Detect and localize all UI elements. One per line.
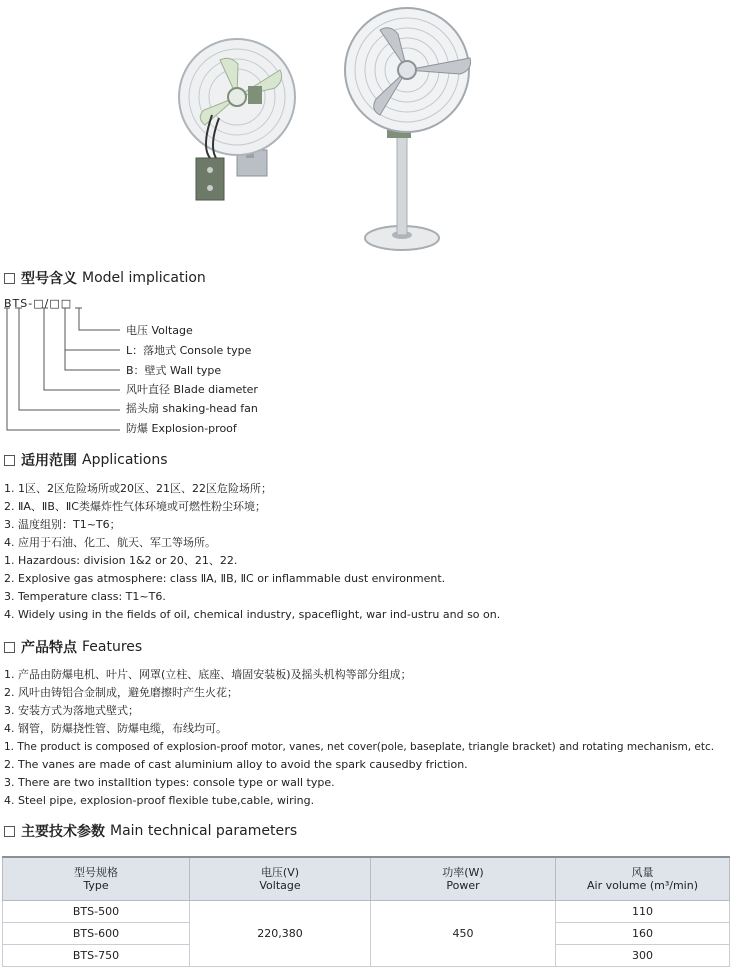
checkbox-square-icon bbox=[4, 642, 15, 653]
section-technical-parameters bbox=[4, 821, 297, 841]
cell-type: BTS-500 bbox=[3, 901, 190, 923]
application-item: 2. ⅡA、ⅡB、ⅡC类爆炸性气体环境或可燃性粉尘环境； bbox=[4, 500, 266, 513]
cell-air-volume: 300 bbox=[556, 945, 730, 967]
header-en: Voltage bbox=[259, 879, 301, 892]
header-type bbox=[3, 857, 190, 901]
wall-fan-image bbox=[179, 39, 295, 200]
model-label-explosion-proof: 防爆 Explosion-proof bbox=[126, 422, 237, 435]
cell-type: BTS-750 bbox=[3, 945, 190, 967]
section-title-en: Main technical parameters bbox=[110, 823, 298, 839]
header-zh: 功率(W) bbox=[442, 866, 484, 879]
model-label-wall-type: B：壁式 Wall type bbox=[126, 364, 222, 377]
model-label-voltage: 电压 Voltage bbox=[126, 324, 193, 337]
cell-power: 450 bbox=[371, 901, 556, 967]
header-voltage bbox=[190, 857, 371, 901]
section-title-zh: 产品特点 bbox=[21, 640, 77, 656]
header-power bbox=[371, 857, 556, 901]
header-en: Type bbox=[83, 879, 109, 892]
application-item: 4. Widely using in the fields of oil, chemical industry, spaceflight, war ind-ustru and so on. bbox=[4, 608, 501, 621]
section-applications bbox=[4, 450, 168, 470]
checkbox-square-icon bbox=[4, 455, 15, 466]
model-label-shaking-head: 摇头扇 shaking-head fan bbox=[126, 402, 258, 415]
section-title-zh: 主要技术参数 bbox=[21, 824, 105, 840]
floor-fan-image bbox=[345, 8, 471, 250]
feature-item: 3. 安装方式为落地式壁式； bbox=[4, 704, 139, 717]
model-label-blade-diameter: 风叶直径 Blade diameter bbox=[126, 383, 258, 396]
feature-item: 2. 风叶由铸铝合金制成，避免磨擦时产生火花； bbox=[4, 686, 238, 699]
cell-voltage: 220,380 bbox=[190, 901, 371, 967]
product-photo bbox=[0, 0, 750, 262]
application-item: 3. Temperature class: T1~T6. bbox=[4, 590, 166, 603]
application-item: 3. 温度组别：T1~T6； bbox=[4, 518, 121, 531]
application-item: 1. Hazardous: division 1&2 or 20、21、22. bbox=[4, 554, 238, 567]
section-title-en: Features bbox=[82, 639, 143, 655]
application-item: 1. 1区、2区危险场所或20区、21区、22区危险场所； bbox=[4, 482, 272, 495]
section-title-zh: 适用范围 bbox=[21, 453, 77, 469]
feature-item: 2. The vanes are made of cast aluminium alloy to avoid the spark causedby friction. bbox=[4, 758, 468, 771]
section-title-en: Model implication bbox=[82, 270, 206, 286]
section-features bbox=[4, 637, 142, 657]
model-label-console-type: L：落地式 Console type bbox=[126, 344, 252, 357]
cell-type: BTS-600 bbox=[3, 923, 190, 945]
header-zh: 电压(V) bbox=[260, 866, 300, 879]
application-item: 4. 应用于石油、化工、航天、军工等场所。 bbox=[4, 536, 216, 549]
feature-item: 3. There are two installtion types: console type or wall type. bbox=[4, 776, 335, 789]
section-title-en: Applications bbox=[82, 452, 168, 468]
application-item: 2. Explosive gas atmosphere: class ⅡA, ⅡB, ⅡC or inflammable dust environment. bbox=[4, 572, 446, 585]
header-zh: 型号规格 bbox=[74, 866, 118, 879]
cell-air-volume: 110 bbox=[556, 901, 730, 923]
feature-item: 4. Steel pipe, explosion-proof flexible tube,cable, wiring. bbox=[4, 794, 315, 807]
model-code-tree-lines bbox=[0, 306, 130, 436]
section-title-zh: 型号含义 bbox=[21, 271, 77, 287]
header-en: Air volume (m³/min) bbox=[586, 879, 698, 892]
section-model-implication bbox=[4, 268, 206, 288]
cell-air-volume: 160 bbox=[556, 923, 730, 945]
feature-item: 1. 产品由防爆电机、叶片、网罩(立柱、底座、墙固安装板)及摇头机构等部分组成； bbox=[4, 668, 412, 681]
model-code: BTS-□/□□ bbox=[4, 297, 73, 310]
header-air-volume bbox=[556, 857, 730, 901]
header-en: Power bbox=[446, 879, 480, 892]
checkbox-square-icon bbox=[4, 273, 15, 284]
checkbox-square-icon bbox=[4, 826, 15, 837]
header-zh: 风量 bbox=[631, 866, 654, 879]
feature-item: 1. The product is composed of explosion-proof motor, vanes, net cover(pole, baseplate, triangle bracket) and rotating mechanism, etc. bbox=[4, 741, 715, 753]
parameters-table bbox=[2, 856, 730, 967]
table-header-row bbox=[3, 857, 730, 901]
table-row bbox=[3, 901, 730, 923]
feature-item: 4. 钢管，防爆挠性管、防爆电缆，布线均可。 bbox=[4, 722, 227, 735]
